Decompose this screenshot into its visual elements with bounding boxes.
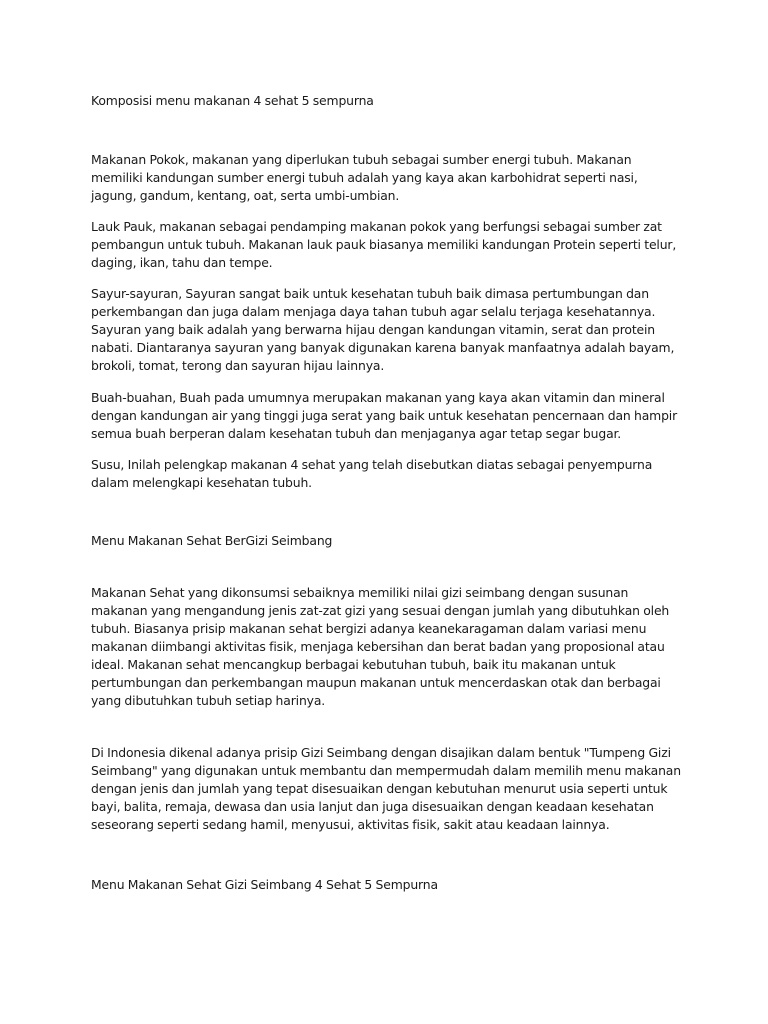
paragraph-lauk-pauk: Lauk Pauk, makanan sebagai pendamping makanan pokok yang berfungsi sebagai sumber zat pembangun untuk tubuh. Makanan lauk pauk biasanya memiliki kandungan Protein seperti telur, daging, ikan, tahu dan tempe.: [91, 219, 677, 270]
paragraph-buah-buahan: Buah-buahan, Buah pada umumnya merupakan makanan yang kaya akan vitamin dan mineral dengan kandungan air yang tinggi juga serat yang baik untuk kesehatan pencernaan dan hampir semua buah berperan dalam kesehatan tubuh dan menjaganya agar tetap segar bugar.: [91, 390, 678, 441]
paragraph-makanan-sehat: Makanan Sehat yang dikonsumsi sebaiknya memiliki nilai gizi seimbang dengan susunan makanan yang mengandung jenis zat-zat gizi yang sesuai dengan jumlah yang dibutuhkan oleh tubuh. Biasanya prisip makanan sehat bergizi adanya keanekaragaman dalam variasi menu makanan diimbangi aktivitas fisik, menjaga kebersihan dan berat badan yang proposional atau ideal. Makanan sehat mencangkup berbagai kebutuhan tubuh, baik itu makanan untuk pertumbungan dan perkembangan maupun makanan untuk mencerdaskan otak dan berbagai yang dibutuhkan tubuh setiap harinya.: [91, 585, 670, 708]
paragraph-sayur-sayuran: Sayur-sayuran, Sayuran sangat baik untuk kesehatan tubuh baik dimasa pertumbungan dan perkembangan dan juga dalam menjaga daya tahan tubuh agar selalu terjaga kesehatannya. Sayuran yang baik adalah yang berwarna hijau dengan kandungan vitamin, serat dan protein nabati. Diantaranya sayuran yang banyak digunakan karena banyak manfaatnya adalah bayam, brokoli, tomat, terong dan sayuran hijau lainnya.: [91, 286, 675, 373]
heading-komposisi-menu: Komposisi menu makanan 4 sehat 5 sempurna: [91, 93, 374, 108]
paragraph-tumpeng-gizi: Di Indonesia dikenal adanya prisip Gizi Seimbang dengan disajikan dalam bentuk "Tumpeng Gizi Seimbang" yang digunakan untuk membantu dan mempermudah dalam memilih menu makanan dengan jenis dan jumlah yang tepat disesuaikan dengan kebutuhan menurut usia seperti untuk bayi, balita, remaja, dewasa dan usia lanjut dan juga disesuaikan dengan keadaan kesehatan seseorang seperti sedang hamil, menyusui, aktivitas fisik, sakit atau keadaan lainnya.: [91, 745, 681, 832]
paragraph-susu: Susu, Inilah pelengkap makanan 4 sehat yang telah disebutkan diatas sebagai penyempurna dalam melengkapi kesehatan tubuh.: [91, 457, 653, 490]
paragraph-makanan-pokok: Makanan Pokok, makanan yang diperlukan tubuh sebagai sumber energi tubuh. Makanan memiliki kandungan sumber energi tubuh adalah yang kaya akan karbohidrat seperti nasi, jagung, gandum, kentang, oat, serta umbi-umbian.: [91, 152, 638, 203]
heading-4-sehat-5-sempurna: Menu Makanan Sehat Gizi Seimbang 4 Sehat 5 Sempurna: [91, 877, 438, 892]
heading-menu-gizi-seimbang: Menu Makanan Sehat BerGizi Seimbang: [91, 533, 333, 548]
